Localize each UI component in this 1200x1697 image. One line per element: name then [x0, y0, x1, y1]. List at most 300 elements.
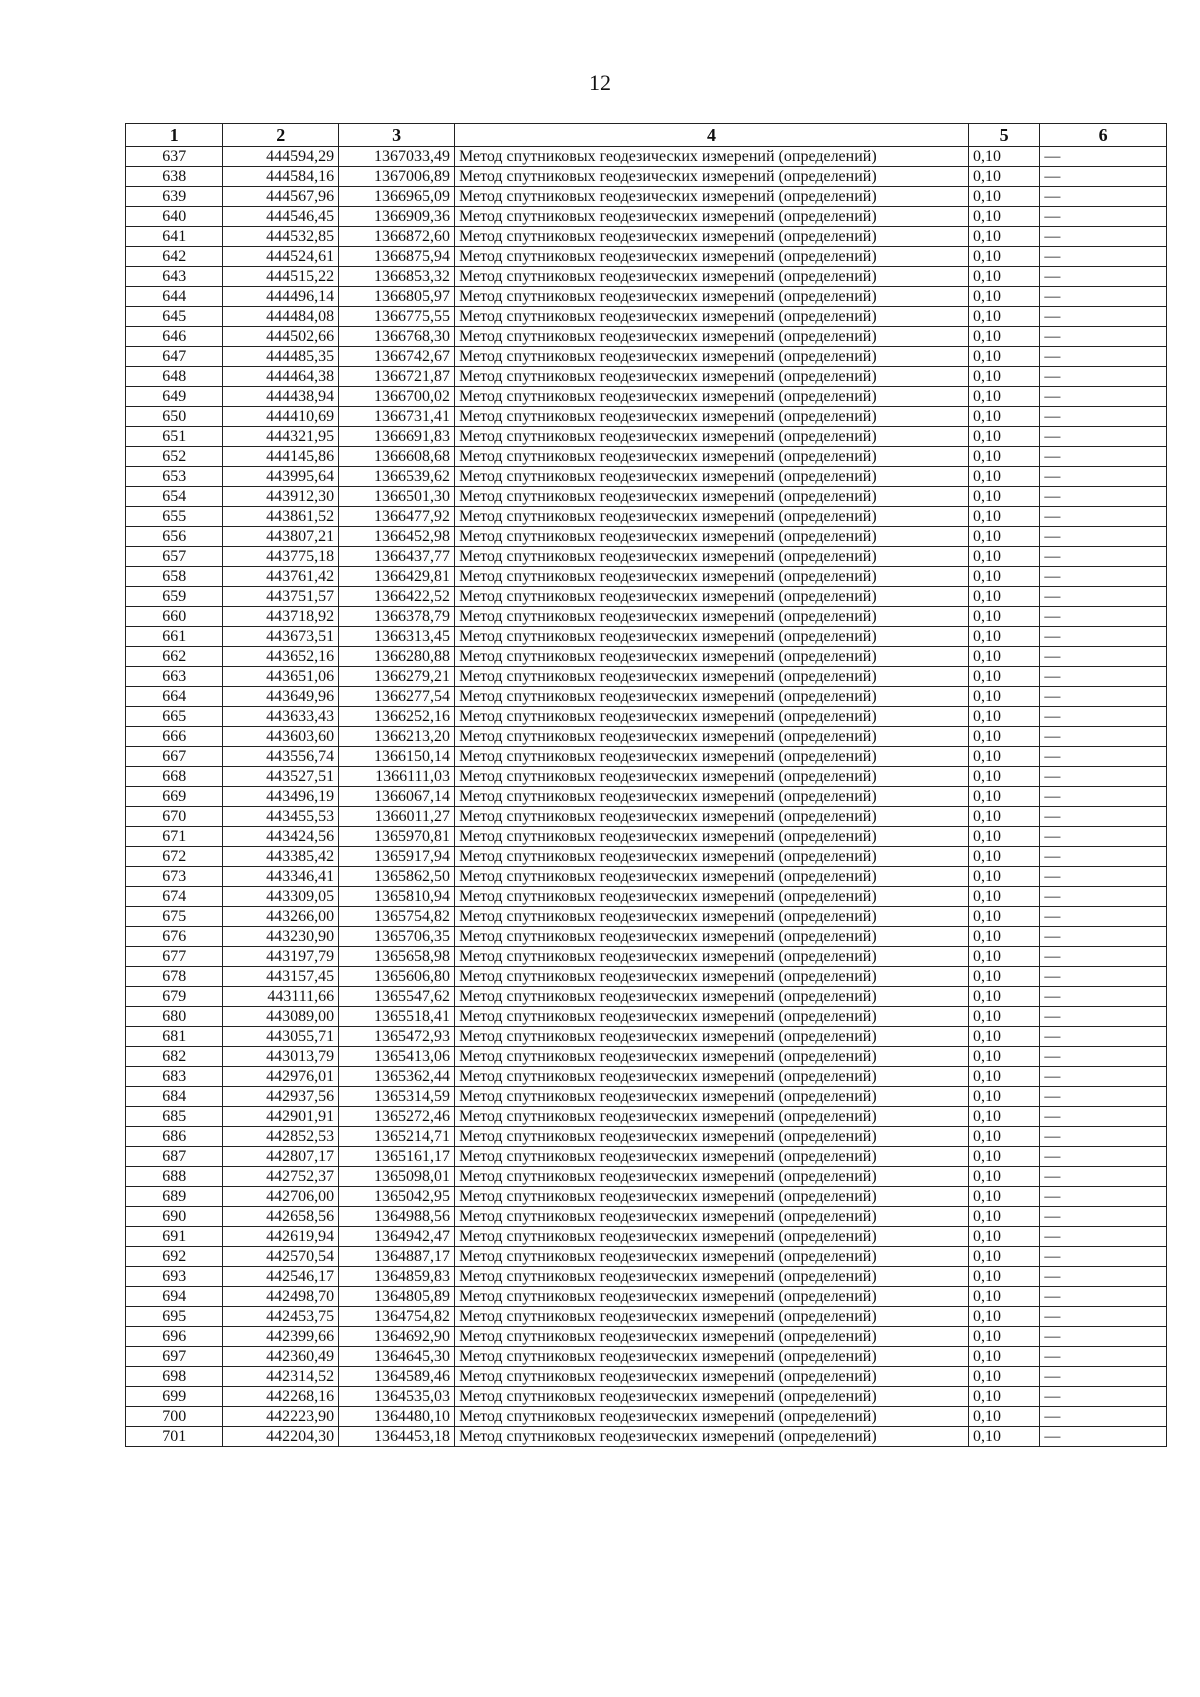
point-number-cell: 662 [126, 647, 223, 667]
accuracy-cell: 0,10 [968, 747, 1039, 767]
point-number-cell: 681 [126, 1027, 223, 1047]
note-cell: — [1040, 287, 1167, 307]
y-coordinate-cell: 1366429,81 [339, 567, 455, 587]
note-cell: — [1040, 667, 1167, 687]
note-cell: — [1040, 507, 1167, 527]
point-number-cell: 653 [126, 467, 223, 487]
method-cell: Метод спутниковых геодезических измерений (определений) [454, 167, 968, 187]
point-number-cell: 651 [126, 427, 223, 447]
accuracy-cell: 0,10 [968, 847, 1039, 867]
y-coordinate-cell: 1365518,41 [339, 1007, 455, 1027]
x-coordinate-cell: 443266,00 [223, 907, 339, 927]
note-cell: — [1040, 927, 1167, 947]
method-cell: Метод спутниковых геодезических измерений (определений) [454, 1367, 968, 1387]
y-coordinate-cell: 1365862,50 [339, 867, 455, 887]
x-coordinate-cell: 443496,19 [223, 787, 339, 807]
note-cell: — [1040, 827, 1167, 847]
method-cell: Метод спутниковых геодезических измерений (определений) [454, 1027, 968, 1047]
x-coordinate-cell: 443197,79 [223, 947, 339, 967]
point-number-cell: 676 [126, 927, 223, 947]
x-coordinate-cell: 444484,08 [223, 307, 339, 327]
x-coordinate-cell: 442901,91 [223, 1107, 339, 1127]
y-coordinate-cell: 1367033,49 [339, 147, 455, 167]
x-coordinate-cell: 443807,21 [223, 527, 339, 547]
note-cell: — [1040, 1387, 1167, 1407]
note-cell: — [1040, 1367, 1167, 1387]
note-cell: — [1040, 847, 1167, 867]
x-coordinate-cell: 444485,35 [223, 347, 339, 367]
x-coordinate-cell: 443385,42 [223, 847, 339, 867]
accuracy-cell: 0,10 [968, 727, 1039, 747]
table-row [126, 147, 1167, 167]
y-coordinate-cell: 1365606,80 [339, 967, 455, 987]
table-row [126, 247, 1167, 267]
y-coordinate-cell: 1365917,94 [339, 847, 455, 867]
table-row [126, 1147, 1167, 1167]
point-number-cell: 638 [126, 167, 223, 187]
table-row [126, 907, 1167, 927]
method-cell: Метод спутниковых геодезических измерений (определений) [454, 847, 968, 867]
accuracy-cell: 0,10 [968, 967, 1039, 987]
x-coordinate-cell: 442852,53 [223, 1127, 339, 1147]
table-row [126, 647, 1167, 667]
y-coordinate-cell: 1365272,46 [339, 1107, 455, 1127]
table-row [126, 1207, 1167, 1227]
note-cell: — [1040, 1167, 1167, 1187]
point-number-cell: 654 [126, 487, 223, 507]
x-coordinate-cell: 442752,37 [223, 1167, 339, 1187]
point-number-cell: 691 [126, 1227, 223, 1247]
x-coordinate-cell: 443651,06 [223, 667, 339, 687]
note-cell: — [1040, 767, 1167, 787]
accuracy-cell: 0,10 [968, 1007, 1039, 1027]
accuracy-cell: 0,10 [968, 767, 1039, 787]
y-coordinate-cell: 1364887,17 [339, 1247, 455, 1267]
method-cell: Метод спутниковых геодезических измерений (определений) [454, 507, 968, 527]
x-coordinate-cell: 443649,96 [223, 687, 339, 707]
method-cell: Метод спутниковых геодезических измерений (определений) [454, 607, 968, 627]
x-coordinate-cell: 443775,18 [223, 547, 339, 567]
note-cell: — [1040, 1347, 1167, 1367]
y-coordinate-cell: 1366150,14 [339, 747, 455, 767]
table-row [126, 707, 1167, 727]
table-row [126, 347, 1167, 367]
accuracy-cell: 0,10 [968, 1067, 1039, 1087]
note-cell: — [1040, 687, 1167, 707]
x-coordinate-cell: 443861,52 [223, 507, 339, 527]
method-cell: Метод спутниковых геодезических измерений (определений) [454, 767, 968, 787]
method-cell: Метод спутниковых геодезических измерений (определений) [454, 447, 968, 467]
table-row [126, 1327, 1167, 1347]
point-number-cell: 660 [126, 607, 223, 627]
accuracy-cell: 0,10 [968, 407, 1039, 427]
method-cell: Метод спутниковых геодезических измерений (определений) [454, 387, 968, 407]
note-cell: — [1040, 487, 1167, 507]
method-cell: Метод спутниковых геодезических измерений (определений) [454, 987, 968, 1007]
table-row [126, 1267, 1167, 1287]
method-cell: Метод спутниковых геодезических измерений (определений) [454, 807, 968, 827]
point-number-cell: 692 [126, 1247, 223, 1267]
point-number-cell: 663 [126, 667, 223, 687]
point-number-cell: 690 [126, 1207, 223, 1227]
method-cell: Метод спутниковых геодезических измерений (определений) [454, 267, 968, 287]
note-cell: — [1040, 947, 1167, 967]
table-row [126, 767, 1167, 787]
accuracy-cell: 0,10 [968, 187, 1039, 207]
y-coordinate-cell: 1365042,95 [339, 1187, 455, 1207]
accuracy-cell: 0,10 [968, 1087, 1039, 1107]
point-number-cell: 683 [126, 1067, 223, 1087]
method-cell: Метод спутниковых геодезических измерений (определений) [454, 747, 968, 767]
x-coordinate-cell: 442619,94 [223, 1227, 339, 1247]
method-cell: Метод спутниковых геодезических измерений (определений) [454, 627, 968, 647]
x-coordinate-cell: 443346,41 [223, 867, 339, 887]
column-header: 4 [454, 124, 968, 147]
accuracy-cell: 0,10 [968, 347, 1039, 367]
point-number-cell: 649 [126, 387, 223, 407]
column-header: 5 [968, 124, 1039, 147]
note-cell: — [1040, 707, 1167, 727]
note-cell: — [1040, 207, 1167, 227]
table-row [126, 927, 1167, 947]
point-number-cell: 684 [126, 1087, 223, 1107]
y-coordinate-cell: 1366501,30 [339, 487, 455, 507]
accuracy-cell: 0,10 [968, 527, 1039, 547]
table-row [126, 587, 1167, 607]
point-number-cell: 656 [126, 527, 223, 547]
y-coordinate-cell: 1366965,09 [339, 187, 455, 207]
y-coordinate-cell: 1364645,30 [339, 1347, 455, 1367]
method-cell: Метод спутниковых геодезических измерений (определений) [454, 1307, 968, 1327]
table-row [126, 407, 1167, 427]
table-row [126, 227, 1167, 247]
note-cell: — [1040, 787, 1167, 807]
x-coordinate-cell: 444546,45 [223, 207, 339, 227]
accuracy-cell: 0,10 [968, 1427, 1039, 1447]
note-cell: — [1040, 1027, 1167, 1047]
accuracy-cell: 0,10 [968, 707, 1039, 727]
method-cell: Метод спутниковых геодезических измерений (определений) [454, 327, 968, 347]
x-coordinate-cell: 442937,56 [223, 1087, 339, 1107]
note-cell: — [1040, 1127, 1167, 1147]
method-cell: Метод спутниковых геодезических измерений (определений) [454, 347, 968, 367]
table-row [126, 567, 1167, 587]
table-row [126, 1247, 1167, 1267]
table-row [126, 267, 1167, 287]
y-coordinate-cell: 1364942,47 [339, 1227, 455, 1247]
table-row [126, 367, 1167, 387]
table-row [126, 1387, 1167, 1407]
method-cell: Метод спутниковых геодезических измерений (определений) [454, 567, 968, 587]
method-cell: Метод спутниковых геодезических измерений (определений) [454, 887, 968, 907]
note-cell: — [1040, 1427, 1167, 1447]
table-row [126, 607, 1167, 627]
accuracy-cell: 0,10 [968, 167, 1039, 187]
x-coordinate-cell: 442976,01 [223, 1067, 339, 1087]
method-cell: Метод спутниковых геодезических измерений (определений) [454, 547, 968, 567]
note-cell: — [1040, 1147, 1167, 1167]
note-cell: — [1040, 1247, 1167, 1267]
y-coordinate-cell: 1366422,52 [339, 587, 455, 607]
note-cell: — [1040, 1407, 1167, 1427]
note-cell: — [1040, 247, 1167, 267]
accuracy-cell: 0,10 [968, 1167, 1039, 1187]
y-coordinate-cell: 1365314,59 [339, 1087, 455, 1107]
table-row [126, 847, 1167, 867]
x-coordinate-cell: 443556,74 [223, 747, 339, 767]
y-coordinate-cell: 1366700,02 [339, 387, 455, 407]
x-coordinate-cell: 444464,38 [223, 367, 339, 387]
y-coordinate-cell: 1367006,89 [339, 167, 455, 187]
note-cell: — [1040, 567, 1167, 587]
accuracy-cell: 0,10 [968, 607, 1039, 627]
note-cell: — [1040, 1207, 1167, 1227]
accuracy-cell: 0,10 [968, 267, 1039, 287]
point-number-cell: 657 [126, 547, 223, 567]
x-coordinate-cell: 443055,71 [223, 1027, 339, 1047]
method-cell: Метод спутниковых геодезических измерений (определений) [454, 1347, 968, 1367]
method-cell: Метод спутниковых геодезических измерений (определений) [454, 427, 968, 447]
note-cell: — [1040, 607, 1167, 627]
point-number-cell: 688 [126, 1167, 223, 1187]
y-coordinate-cell: 1366011,27 [339, 807, 455, 827]
table-row [126, 427, 1167, 447]
table-header-row [126, 124, 1167, 147]
x-coordinate-cell: 443424,56 [223, 827, 339, 847]
method-cell: Метод спутниковых геодезических измерений (определений) [454, 307, 968, 327]
point-number-cell: 672 [126, 847, 223, 867]
accuracy-cell: 0,10 [968, 507, 1039, 527]
note-cell: — [1040, 967, 1167, 987]
accuracy-cell: 0,10 [968, 667, 1039, 687]
point-number-cell: 700 [126, 1407, 223, 1427]
y-coordinate-cell: 1365362,44 [339, 1067, 455, 1087]
x-coordinate-cell: 443673,51 [223, 627, 339, 647]
method-cell: Метод спутниковых геодезических измерений (определений) [454, 1067, 968, 1087]
point-number-cell: 669 [126, 787, 223, 807]
column-header: 2 [223, 124, 339, 147]
method-cell: Метод спутниковых геодезических измерений (определений) [454, 527, 968, 547]
table-row [126, 327, 1167, 347]
table-body [126, 147, 1167, 1447]
y-coordinate-cell: 1366277,54 [339, 687, 455, 707]
point-number-cell: 686 [126, 1127, 223, 1147]
y-coordinate-cell: 1366252,16 [339, 707, 455, 727]
method-cell: Метод спутниковых геодезических измерений (определений) [454, 787, 968, 807]
method-cell: Метод спутниковых геодезических измерений (определений) [454, 927, 968, 947]
point-number-cell: 677 [126, 947, 223, 967]
point-number-cell: 641 [126, 227, 223, 247]
table-row [126, 167, 1167, 187]
x-coordinate-cell: 444567,96 [223, 187, 339, 207]
point-number-cell: 687 [126, 1147, 223, 1167]
point-number-cell: 701 [126, 1427, 223, 1447]
point-number-cell: 698 [126, 1367, 223, 1387]
point-number-cell: 682 [126, 1047, 223, 1067]
method-cell: Метод спутниковых геодезических измерений (определений) [454, 827, 968, 847]
method-cell: Метод спутниковых геодезических измерений (определений) [454, 667, 968, 687]
accuracy-cell: 0,10 [968, 887, 1039, 907]
note-cell: — [1040, 547, 1167, 567]
note-cell: — [1040, 307, 1167, 327]
accuracy-cell: 0,10 [968, 987, 1039, 1007]
y-coordinate-cell: 1366067,14 [339, 787, 455, 807]
table-row [126, 1347, 1167, 1367]
accuracy-cell: 0,10 [968, 1327, 1039, 1347]
y-coordinate-cell: 1364692,90 [339, 1327, 455, 1347]
y-coordinate-cell: 1366872,60 [339, 227, 455, 247]
note-cell: — [1040, 1327, 1167, 1347]
note-cell: — [1040, 1067, 1167, 1087]
coordinates-table [125, 123, 1167, 1447]
point-number-cell: 699 [126, 1387, 223, 1407]
method-cell: Метод спутниковых геодезических измерений (определений) [454, 647, 968, 667]
accuracy-cell: 0,10 [968, 487, 1039, 507]
point-number-cell: 652 [126, 447, 223, 467]
table-row [126, 727, 1167, 747]
note-cell: — [1040, 1107, 1167, 1127]
table-row [126, 307, 1167, 327]
table-row [126, 387, 1167, 407]
column-header: 1 [126, 124, 223, 147]
note-cell: — [1040, 907, 1167, 927]
accuracy-cell: 0,10 [968, 247, 1039, 267]
point-number-cell: 673 [126, 867, 223, 887]
y-coordinate-cell: 1366731,41 [339, 407, 455, 427]
point-number-cell: 664 [126, 687, 223, 707]
point-number-cell: 666 [126, 727, 223, 747]
point-number-cell: 674 [126, 887, 223, 907]
point-number-cell: 689 [126, 1187, 223, 1207]
method-cell: Метод спутниковых геодезических измерений (определений) [454, 687, 968, 707]
table-row [126, 527, 1167, 547]
table-row [126, 1287, 1167, 1307]
x-coordinate-cell: 442706,00 [223, 1187, 339, 1207]
table-row [126, 987, 1167, 1007]
y-coordinate-cell: 1364754,82 [339, 1307, 455, 1327]
table-row [126, 1087, 1167, 1107]
accuracy-cell: 0,10 [968, 1407, 1039, 1427]
accuracy-cell: 0,10 [968, 1387, 1039, 1407]
table-row [126, 667, 1167, 687]
note-cell: — [1040, 1227, 1167, 1247]
y-coordinate-cell: 1366280,88 [339, 647, 455, 667]
y-coordinate-cell: 1366721,87 [339, 367, 455, 387]
table-row [126, 1067, 1167, 1087]
y-coordinate-cell: 1366909,36 [339, 207, 455, 227]
point-number-cell: 646 [126, 327, 223, 347]
note-cell: — [1040, 387, 1167, 407]
note-cell: — [1040, 467, 1167, 487]
x-coordinate-cell: 444502,66 [223, 327, 339, 347]
method-cell: Метод спутниковых геодезических измерений (определений) [454, 247, 968, 267]
method-cell: Метод спутниковых геодезических измерений (определений) [454, 1147, 968, 1167]
point-number-cell: 642 [126, 247, 223, 267]
y-coordinate-cell: 1366477,92 [339, 507, 455, 527]
y-coordinate-cell: 1365472,93 [339, 1027, 455, 1047]
table-row [126, 1127, 1167, 1147]
note-cell: — [1040, 1007, 1167, 1027]
method-cell: Метод спутниковых геодезических измерений (определений) [454, 1387, 968, 1407]
x-coordinate-cell: 443718,92 [223, 607, 339, 627]
accuracy-cell: 0,10 [968, 1307, 1039, 1327]
y-coordinate-cell: 1366437,77 [339, 547, 455, 567]
note-cell: — [1040, 527, 1167, 547]
note-cell: — [1040, 187, 1167, 207]
point-number-cell: 650 [126, 407, 223, 427]
point-number-cell: 671 [126, 827, 223, 847]
method-cell: Метод спутниковых геодезических измерений (определений) [454, 207, 968, 227]
accuracy-cell: 0,10 [968, 367, 1039, 387]
method-cell: Метод спутниковых геодезических измерений (определений) [454, 367, 968, 387]
point-number-cell: 644 [126, 287, 223, 307]
table-row [126, 867, 1167, 887]
note-cell: — [1040, 587, 1167, 607]
point-number-cell: 640 [126, 207, 223, 227]
y-coordinate-cell: 1364859,83 [339, 1267, 455, 1287]
note-cell: — [1040, 267, 1167, 287]
x-coordinate-cell: 444532,85 [223, 227, 339, 247]
method-cell: Метод спутниковых геодезических измерений (определений) [454, 907, 968, 927]
method-cell: Метод спутниковых геодезических измерений (определений) [454, 707, 968, 727]
y-coordinate-cell: 1364805,89 [339, 1287, 455, 1307]
y-coordinate-cell: 1365970,81 [339, 827, 455, 847]
x-coordinate-cell: 443013,79 [223, 1047, 339, 1067]
method-cell: Метод спутниковых геодезических измерений (определений) [454, 1127, 968, 1147]
accuracy-cell: 0,10 [968, 1267, 1039, 1287]
table-row [126, 487, 1167, 507]
point-number-cell: 647 [126, 347, 223, 367]
y-coordinate-cell: 1365706,35 [339, 927, 455, 947]
accuracy-cell: 0,10 [968, 587, 1039, 607]
note-cell: — [1040, 327, 1167, 347]
x-coordinate-cell: 444584,16 [223, 167, 339, 187]
accuracy-cell: 0,10 [968, 1207, 1039, 1227]
accuracy-cell: 0,10 [968, 387, 1039, 407]
method-cell: Метод спутниковых геодезических измерений (определений) [454, 1007, 968, 1027]
y-coordinate-cell: 1364453,18 [339, 1427, 455, 1447]
point-number-cell: 679 [126, 987, 223, 1007]
method-cell: Метод спутниковых геодезических измерений (определений) [454, 727, 968, 747]
accuracy-cell: 0,10 [968, 447, 1039, 467]
accuracy-cell: 0,10 [968, 1287, 1039, 1307]
point-number-cell: 645 [126, 307, 223, 327]
point-number-cell: 670 [126, 807, 223, 827]
y-coordinate-cell: 1366775,55 [339, 307, 455, 327]
point-number-cell: 665 [126, 707, 223, 727]
method-cell: Метод спутниковых геодезических измерений (определений) [454, 467, 968, 487]
table-row [126, 1407, 1167, 1427]
accuracy-cell: 0,10 [968, 947, 1039, 967]
method-cell: Метод спутниковых геодезических измерений (определений) [454, 587, 968, 607]
table-row [126, 287, 1167, 307]
table-row [126, 207, 1167, 227]
y-coordinate-cell: 1366452,98 [339, 527, 455, 547]
table-row [126, 547, 1167, 567]
accuracy-cell: 0,10 [968, 327, 1039, 347]
accuracy-cell: 0,10 [968, 867, 1039, 887]
method-cell: Метод спутниковых геодезических измерений (определений) [454, 1247, 968, 1267]
note-cell: — [1040, 1307, 1167, 1327]
table-row [126, 947, 1167, 967]
y-coordinate-cell: 1364535,03 [339, 1387, 455, 1407]
accuracy-cell: 0,10 [968, 1227, 1039, 1247]
x-coordinate-cell: 442204,30 [223, 1427, 339, 1447]
accuracy-cell: 0,10 [968, 1147, 1039, 1167]
note-cell: — [1040, 147, 1167, 167]
table-row [126, 827, 1167, 847]
y-coordinate-cell: 1366875,94 [339, 247, 455, 267]
